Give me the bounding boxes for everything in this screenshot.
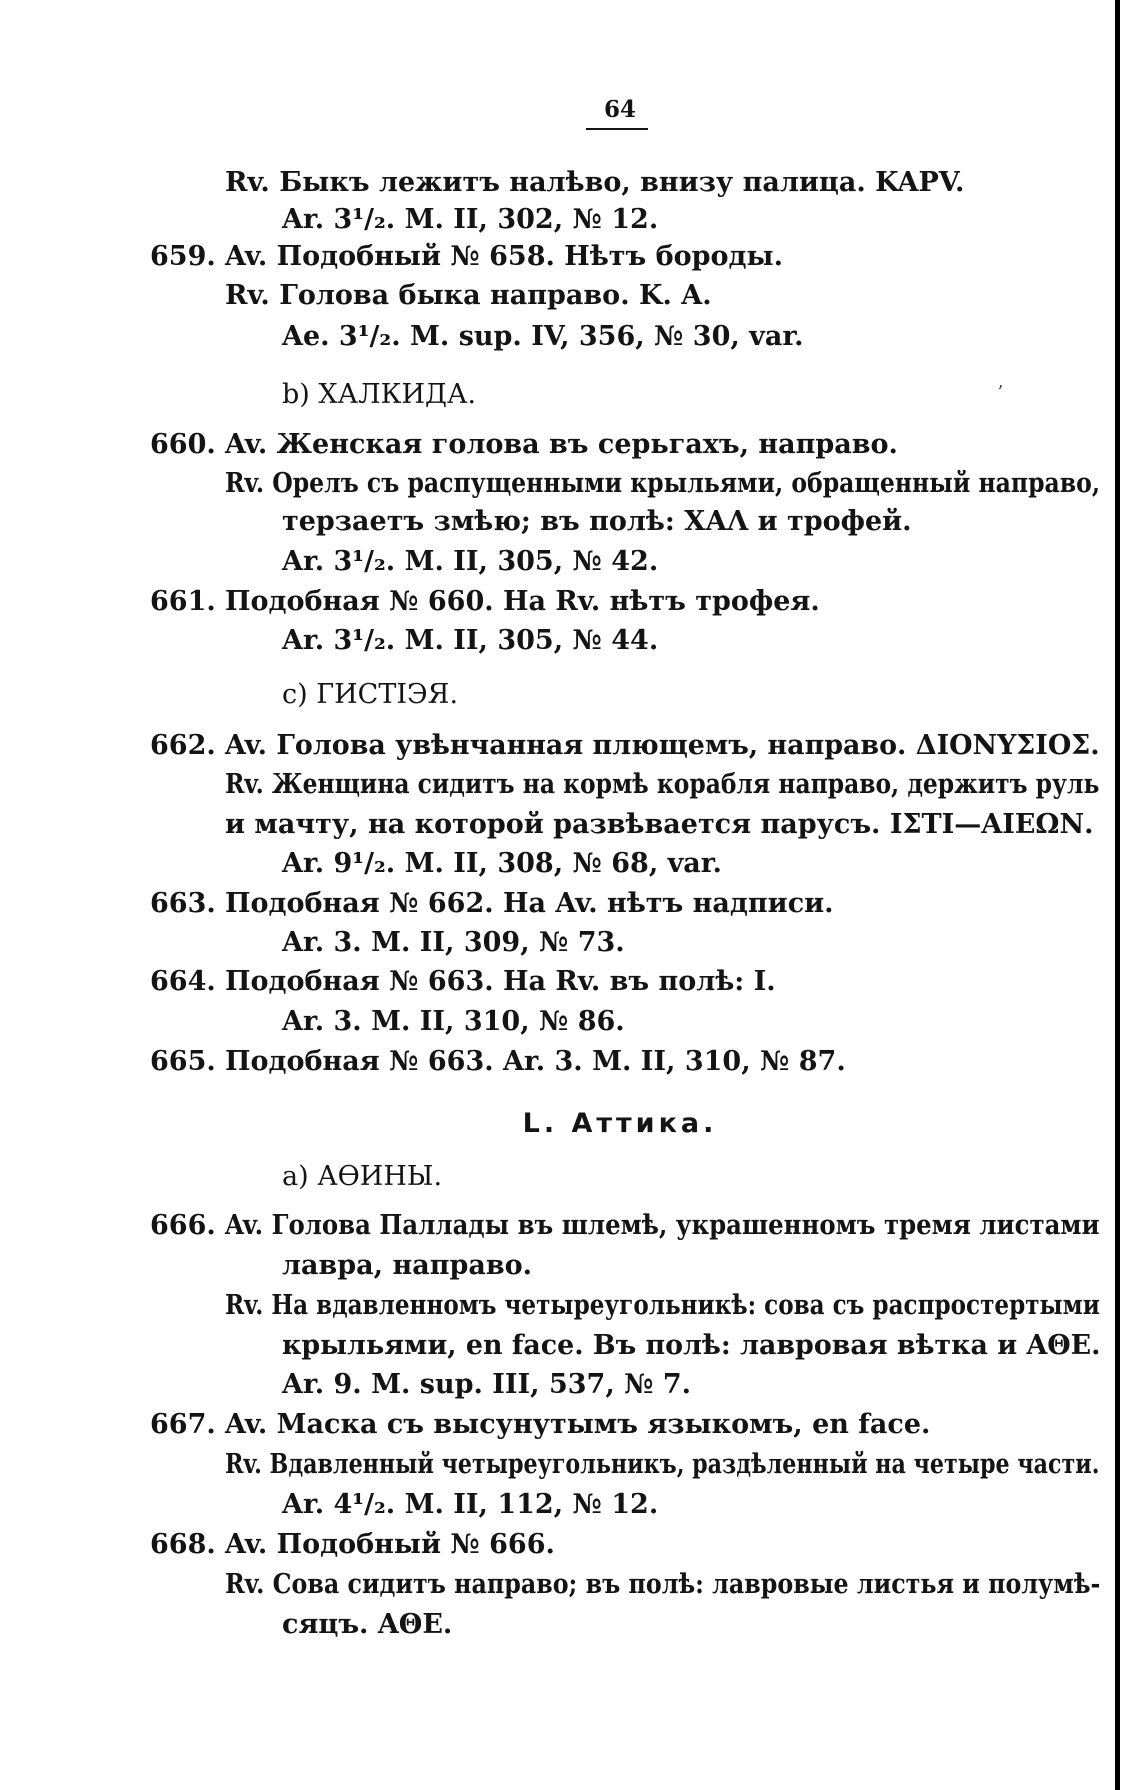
entry-number-659: 659. xyxy=(150,241,216,272)
entry-number-663: 663. xyxy=(150,888,216,919)
entry-number-666: 666. xyxy=(150,1210,216,1241)
entry-663-reference: Ar. 3. M. II, 309, № 73. xyxy=(282,927,625,958)
entry-659-reference: Ae. 3¹/₂. M. sup. IV, 356, № 30, var. xyxy=(282,321,804,352)
entry-668-reverse-cont: сяцъ. ΑΘΕ. xyxy=(282,1609,453,1640)
entry-659-reverse: Rv. Голова быка направо. K. A. xyxy=(225,280,712,311)
entry-667-reference: Ar. 4¹/₂. M. II, 112, № 12. xyxy=(282,1489,659,1520)
page-number: 64 xyxy=(603,96,636,123)
entry-666-obverse: Av. Голова Паллады въ шлемѣ, украшенномъ тремя листами xyxy=(225,1210,1100,1241)
entry-668-obverse: Av. Подобный № 666. xyxy=(225,1529,555,1560)
entry-665-text: Подобная № 663. Ar. 3. M. II, 310, № 87. xyxy=(225,1046,846,1077)
entry-661-text: Подобная № 660. На Rv. нѣтъ трофея. xyxy=(225,586,820,617)
entry-667-reverse: Rv. Вдавленный четыреугольникъ, раздѣленный на четыре части. xyxy=(225,1449,1100,1480)
entry-660-obverse: Av. Женская голова въ серьгахъ, направо. xyxy=(225,429,898,460)
entry-661-reference: Ar. 3¹/₂. M. II, 305, № 44. xyxy=(282,625,659,656)
entry-659-obverse: Av. Подобный № 658. Нѣтъ бороды. xyxy=(225,241,784,272)
entry-number-665: 665. xyxy=(150,1046,216,1077)
entry-664-text: Подобная № 663. На Rv. въ полѣ: Ι. xyxy=(225,966,776,997)
entry-number-668: 668. xyxy=(150,1529,216,1560)
entry-663-text: Подобная № 662. На Av. нѣтъ надписи. xyxy=(225,888,834,919)
entry-660-reverse-cont: терзаетъ змѣю; въ полѣ: ХАΛ и трофей. xyxy=(282,506,912,537)
entry-662-obverse: Av. Голова увѣнчанная плющемъ, направо. ΔΙΟΝΥΣΙΟΣ. xyxy=(225,730,1100,761)
entry-668-reverse: Rv. Сова сидитъ направо; въ полѣ: лавровые листья и полумѣ- xyxy=(225,1569,1101,1600)
entry-662-reverse: Rv. Женщина сидитъ на кормѣ корабля направо, держитъ руль xyxy=(225,769,1100,800)
entry-number-667: 667. xyxy=(150,1409,216,1440)
section-chalkis: b) ХАЛКИДА. xyxy=(282,379,477,410)
entry-number-661: 661. xyxy=(150,586,216,617)
entry-662-reference: Ar. 9¹/₂. M. II, 308, № 68, var. xyxy=(282,848,722,879)
page-number-underline xyxy=(586,128,648,130)
entry-667-obverse: Av. Маска съ высунутымъ языкомъ, en face. xyxy=(225,1409,931,1440)
entry-658-reverse: Rv. Быкъ лежитъ налѣво, внизу палица. KAPV. xyxy=(225,167,965,198)
entry-number-660: 660. xyxy=(150,429,216,460)
entry-number-662: 662. xyxy=(150,730,216,761)
entry-660-reverse: Rv. Орелъ съ распущенными крыльями, обращенный направо, xyxy=(225,468,1101,499)
margin-mark: ʼ xyxy=(997,382,1003,403)
section-histiaea: c) ГИСТІЭЯ. xyxy=(282,679,459,710)
entry-666-obverse-cont: лавра, направо. xyxy=(282,1250,533,1281)
entry-666-reference: Ar. 9. M. sup. III, 537, № 7. xyxy=(282,1369,692,1400)
section-athens: a) АѲИНЫ. xyxy=(282,1161,443,1192)
entry-660-reference: Ar. 3¹/₂. M. II, 305, № 42. xyxy=(282,546,659,577)
entry-666-reverse: Rv. На вдавленномъ четыреугольникѣ: сова съ распростертыми xyxy=(225,1290,1100,1321)
entry-662-reverse-cont: и мачту, на которой развѣвается парусъ. ΙΣΤΙ—ΑΙΕΩΝ. xyxy=(225,809,1094,840)
entry-number-664: 664. xyxy=(150,966,216,997)
chapter-heading-attica: L. Аттика. xyxy=(522,1108,718,1139)
entry-666-reverse-cont: крыльями, en face. Въ полѣ: лавровая вѣтка и ΑΘΕ. xyxy=(282,1330,1101,1361)
entry-658-reference: Ar. 3¹/₂. M. II, 302, № 12. xyxy=(282,204,659,235)
page-edge xyxy=(1115,0,1120,1790)
entry-664-reference: Ar. 3. M. II, 310, № 86. xyxy=(282,1006,625,1037)
